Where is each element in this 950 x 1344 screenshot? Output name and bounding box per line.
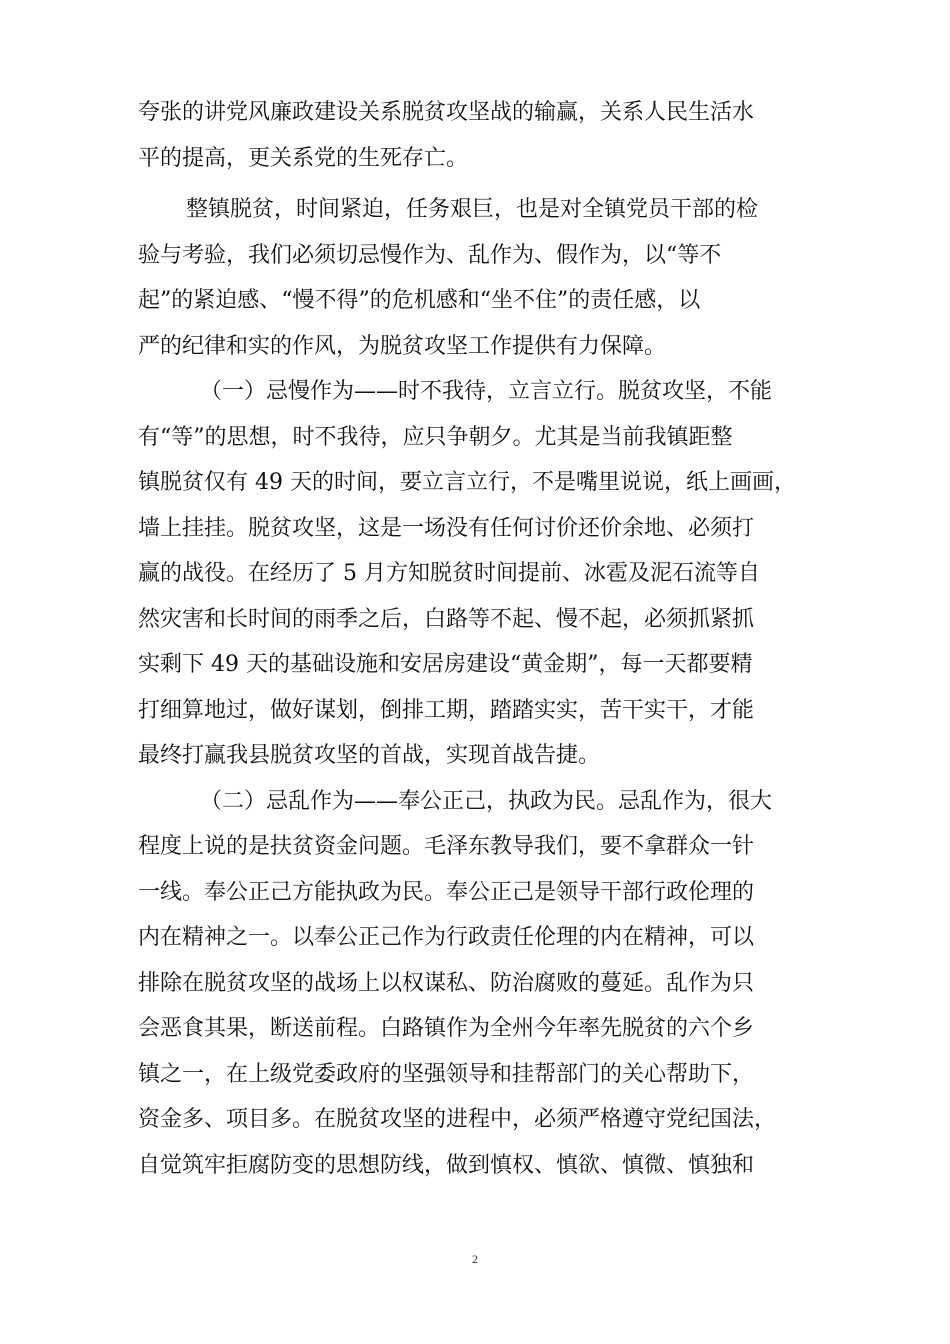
text-line: 一线。奉公正己方能执政为民。奉公正己是领导干部行政伦理的: [138, 879, 755, 905]
text-line: 排除在脱贫攻坚的战场上以权谋私、防治腐败的蔓延。乱作为只: [138, 970, 755, 996]
text-line: 平的提高，更关系党的生死存亡。: [138, 145, 469, 171]
text-line: 自觉筑牢拒腐防变的思想防线，做到慎权、慎欲、慎微、慎独和: [138, 1152, 755, 1178]
text-line: 有“等”的思想，时不我待，应只争朝夕。尤其是当前我镇距整: [138, 424, 733, 450]
text-line: 墙上挂挂。脱贫攻坚，这是一场没有任何讨价还价余地、必须打: [138, 515, 755, 541]
body-text: [138, 90, 838, 1188]
text-line: 严的纪律和实的作风，为脱贫攻坚工作提供有力保障。: [138, 333, 667, 359]
text-line: 资金多、项目多。在脱贫攻坚的进程中，必须严格遵守党纪国法，: [138, 1107, 777, 1132]
text-line: （一）忌慢作为——时不我待，立言立行。脱贫攻坚，不能: [200, 379, 773, 404]
text-line: 验与考验，我们必须切忌慢作为、乱作为、假作为，以“等不: [138, 242, 722, 268]
text-line: （二）忌乱作为——奉公正己，执政为民。忌乱作为，很大: [200, 788, 773, 814]
text-line: 起”的紧迫感、“慢不得”的危机感和“坐不住”的责任感，以: [138, 288, 701, 313]
text-line: 内在精神之一。以奉公正己作为行政责任伦理的内在精神，可以: [138, 925, 755, 950]
text-line: 镇脱贫仅有 49 天的时间，要立言立行，不是嘴里说说，纸上画画，: [138, 470, 796, 495]
text-line: 夸张的讲党风廉政建设关系脱贫攻坚战的输赢，关系人民生活水: [138, 100, 755, 125]
text-line: 程度上说的是扶贫资金问题。毛泽东教导我们，要不拿群众一针: [138, 834, 755, 859]
text-line: 然灾害和长时间的雨季之后，白路等不起、慢不起，必须抓紧抓: [138, 606, 755, 632]
text-line: 赢的战役。在经历了 5 月方知脱贫时间提前、冰雹及泥石流等自: [138, 561, 760, 586]
text-line: 镇之一，在上级党委政府的坚强领导和挂帮部门的关心帮助下，: [138, 1061, 755, 1087]
text-line: 实剩下 49 天的基础设施和安居房建设“黄金期”，每一天都要精: [138, 652, 753, 677]
text-line: 最终打赢我县脱贫攻坚的首战，实现首战告捷。: [138, 743, 601, 768]
text-line: 打细算地过，做好谋划，倒排工期，踏踏实实，苦干实干，才能: [138, 697, 755, 723]
text-line: 会恶食其果，断送前程。白路镇作为全州今年率先脱贫的六个乡: [138, 1016, 755, 1041]
text-line: 整镇脱贫，时间紧迫，任务艰巨，也是对全镇党员干部的检: [186, 197, 759, 222]
page-number: 2: [472, 1252, 478, 1266]
